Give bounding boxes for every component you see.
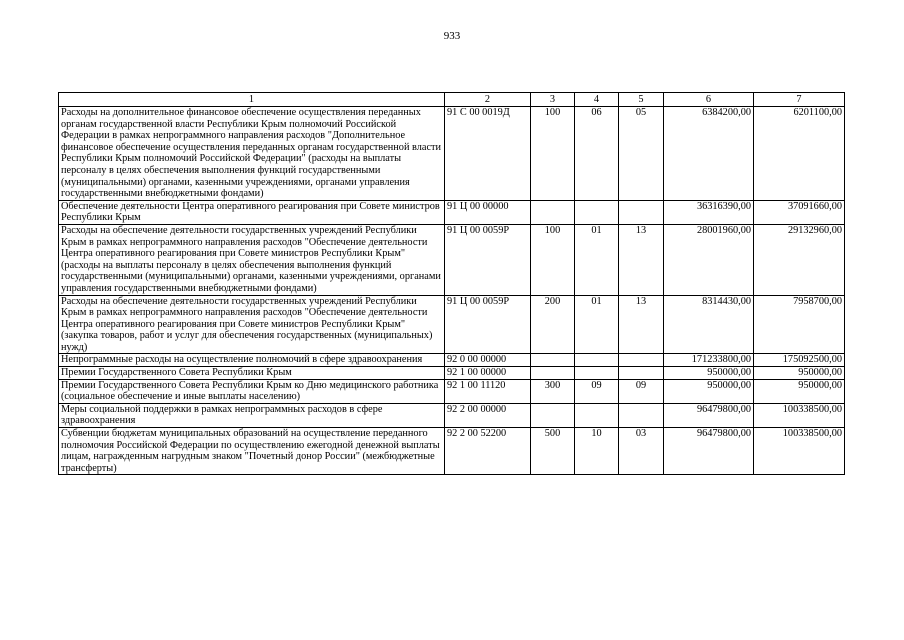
budget-code: 92 1 00 00000: [445, 367, 531, 380]
amount-year-1: 171233800,00: [664, 354, 754, 367]
budget-code: 92 0 00 00000: [445, 354, 531, 367]
amount-year-2: 175092500,00: [754, 354, 845, 367]
expense-type: [531, 354, 575, 367]
section-code: 09: [575, 379, 619, 403]
amount-year-1: 950000,00: [664, 379, 754, 403]
table-row: [59, 295, 845, 354]
row-description: Премии Государственного Совета Республики Крым ко Дню медицинского работника (социальное обеспечение и иные выплаты населению): [59, 379, 445, 403]
budget-code: 92 2 00 52200: [445, 428, 531, 475]
table-row: [59, 403, 845, 427]
subsection-code: 13: [619, 224, 664, 295]
expense-type: 300: [531, 379, 575, 403]
amount-year-1: 6384200,00: [664, 107, 754, 201]
amount-year-1: 36316390,00: [664, 200, 754, 224]
amount-year-2: 6201100,00: [754, 107, 845, 201]
expense-type: 200: [531, 295, 575, 354]
budget-code: 92 1 00 11120: [445, 379, 531, 403]
amount-year-2: 29132960,00: [754, 224, 845, 295]
table-row: [59, 200, 845, 224]
amount-year-1: 950000,00: [664, 367, 754, 380]
row-description: Расходы на обеспечение деятельности государственных учреждений Республики Крым в рамках непрограммного направления расходов "Обеспечение деятельности Центра оперативного реагирования при Совете министров Республики Крым" (закупка товаров, работ и услуг для обеспечения государственных (муниципальных) нужд): [59, 295, 445, 354]
subsection-code: 05: [619, 107, 664, 201]
table-row: [59, 428, 845, 475]
budget-code: 92 2 00 00000: [445, 403, 531, 427]
column-header: 5: [619, 93, 664, 107]
budget-table: [58, 92, 845, 475]
expense-type: [531, 403, 575, 427]
section-code: [575, 354, 619, 367]
column-header: 2: [445, 93, 531, 107]
subsection-code: 13: [619, 295, 664, 354]
row-description: Расходы на обеспечение деятельности государственных учреждений Республики Крым в рамках непрограммного направления расходов "Обеспечение деятельности Центра оперативного реагирования при Совете министров Республики Крым" (расходы на выплаты персоналу в целях обеспечения выполнения функций государственными (муниципальными) органами, казенными учреждениями, органами управления государственными внебюджетными фондами): [59, 224, 445, 295]
row-description: Премии Государственного Совета Республики Крым: [59, 367, 445, 380]
section-code: 10: [575, 428, 619, 475]
table-row: [59, 224, 845, 295]
expense-type: 100: [531, 107, 575, 201]
section-code: 01: [575, 224, 619, 295]
table-row: [59, 367, 845, 380]
amount-year-2: 100338500,00: [754, 428, 845, 475]
budget-code: 91 Ц 00 00000: [445, 200, 531, 224]
expense-type: [531, 367, 575, 380]
amount-year-2: 950000,00: [754, 367, 845, 380]
section-code: 06: [575, 107, 619, 201]
section-code: [575, 367, 619, 380]
amount-year-1: 96479800,00: [664, 428, 754, 475]
table-row: [59, 107, 845, 201]
expense-type: 100: [531, 224, 575, 295]
row-description: Субвенции бюджетам муниципальных образований на осуществление переданного полномочия Российской Федерации по осуществлению ежегодной денежной выплаты лицам, награжденным нагрудным знаком "Почетный донор России" (межбюджетные трансферты): [59, 428, 445, 475]
budget-code: 91 С 00 0019Д: [445, 107, 531, 201]
expense-type: 500: [531, 428, 575, 475]
table-header-row: [59, 93, 845, 107]
column-header: 1: [59, 93, 445, 107]
amount-year-1: 96479800,00: [664, 403, 754, 427]
expense-type: [531, 200, 575, 224]
row-description: Обеспечение деятельности Центра оперативного реагирования при Совете министров Республики Крым: [59, 200, 445, 224]
column-header: 7: [754, 93, 845, 107]
table-row: [59, 354, 845, 367]
amount-year-2: 7958700,00: [754, 295, 845, 354]
budget-code: 91 Ц 00 0059Р: [445, 295, 531, 354]
row-description: Расходы на дополнительное финансовое обеспечение осуществления переданных органам государственной власти Республики Крым полномочий Российской Федерации в рамках непрограммного направления расходов "Дополнительное финансовое обеспечение осуществления переданных органам государственной власти Республики Крым полномочий Российской Федерации" (расходы на выплаты персоналу в целях обеспечения выполнения функций государственными (муниципальными) органами, казенными учреждениями, органами управления государственными внебюджетными фондами): [59, 107, 445, 201]
row-description: Меры социальной поддержки в рамках непрограммных расходов в сфере здравоохранения: [59, 403, 445, 427]
row-description: Непрограммные расходы на осуществление полномочий в сфере здравоохранения: [59, 354, 445, 367]
column-header: 6: [664, 93, 754, 107]
budget-code: 91 Ц 00 0059Р: [445, 224, 531, 295]
section-code: 01: [575, 295, 619, 354]
section-code: [575, 200, 619, 224]
table-row: [59, 379, 845, 403]
column-header: 4: [575, 93, 619, 107]
subsection-code: [619, 354, 664, 367]
subsection-code: 03: [619, 428, 664, 475]
subsection-code: [619, 403, 664, 427]
amount-year-2: 950000,00: [754, 379, 845, 403]
amount-year-1: 8314430,00: [664, 295, 754, 354]
subsection-code: [619, 367, 664, 380]
page-number: 933: [443, 30, 461, 42]
section-code: [575, 403, 619, 427]
amount-year-2: 37091660,00: [754, 200, 845, 224]
subsection-code: 09: [619, 379, 664, 403]
amount-year-1: 28001960,00: [664, 224, 754, 295]
column-header: 3: [531, 93, 575, 107]
subsection-code: [619, 200, 664, 224]
amount-year-2: 100338500,00: [754, 403, 845, 427]
